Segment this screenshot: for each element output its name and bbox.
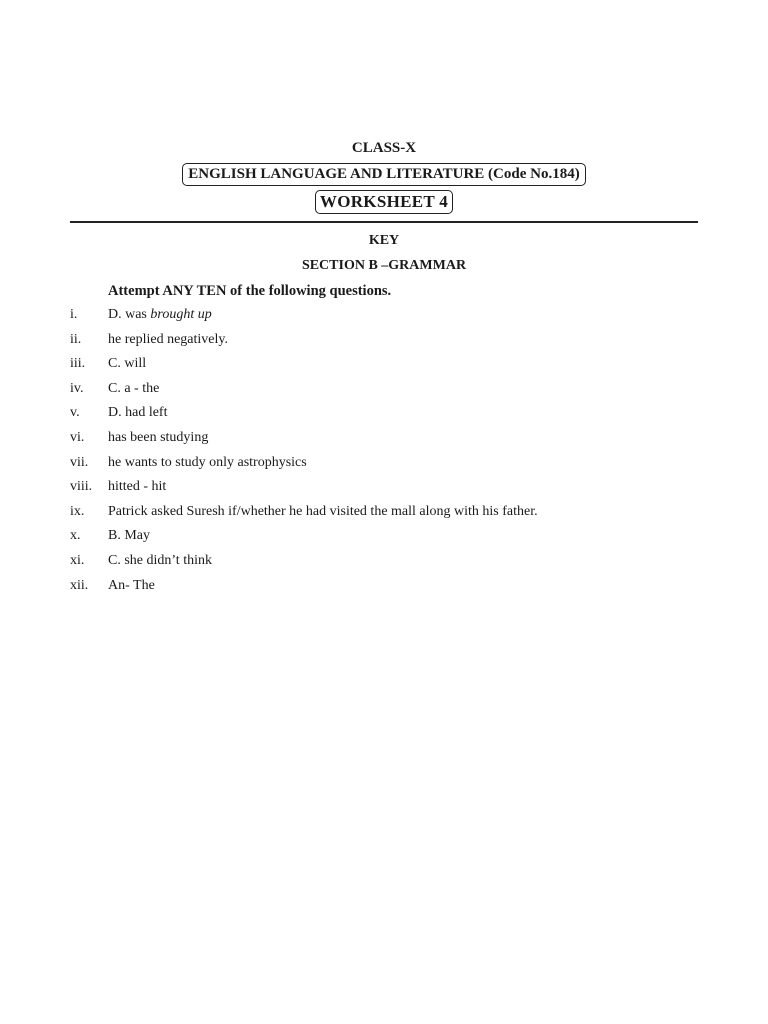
answer-text: has been studying [108,430,209,445]
answer-text [108,307,212,323]
answer-text: An- The [108,577,155,593]
answer-text: B. May [108,528,150,544]
answer-text: he replied negatively. [108,331,228,347]
answer-text: D. had left [108,405,168,421]
answer-number: v. [70,405,80,421]
answer-text: C. a - the [108,380,160,396]
answer-number: vi. [70,430,85,445]
key-heading: KEY [368,233,400,248]
subject-box [0,163,768,186]
subject-title: ENGLISH LANGUAGE AND LITERATURE (Code No.184) [182,163,585,186]
answer-number: xii. [70,577,89,593]
worksheet-box [0,190,768,214]
answer-number: iv. [70,380,84,396]
answer-number: viii. [70,479,93,495]
answer-number: ix. [70,503,85,519]
answer-number: xi. [70,553,85,568]
answer-text-plain: D. was [108,307,151,322]
worksheet-title: WORKSHEET 4 [315,190,453,214]
answer-text-italic: brought up [150,307,212,322]
answer-text: Patrick asked Suresh if/whether he had visited the mall along with his father. [108,503,538,519]
section-heading: SECTION B –GRAMMAR [301,258,467,273]
answer-text: C. will [108,356,147,372]
header-divider [70,221,698,223]
answer-number: ii. [70,331,82,347]
answer-number: iii. [70,356,86,372]
answer-number: x. [70,528,81,544]
class-title: CLASS-X [351,140,417,156]
answer-number: vii. [70,454,89,470]
answer-text: he wants to study only astrophysics [108,454,307,470]
answer-number: i. [70,307,78,322]
answer-text: hitted - hit [108,479,167,495]
instruction-text: Attempt ANY TEN of the following questions. [108,283,392,299]
answer-text: C. she didn’t think [108,553,212,568]
